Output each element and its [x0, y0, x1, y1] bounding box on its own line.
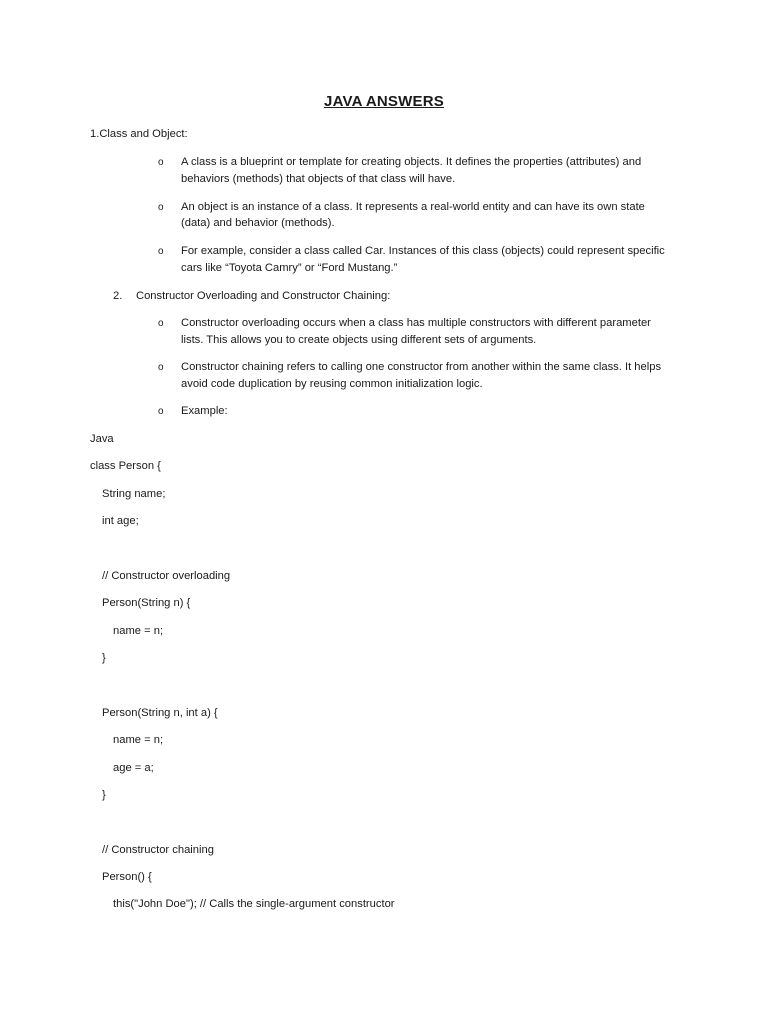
code-comment: // Constructor overloading — [102, 570, 231, 582]
code-line: Person() { — [102, 871, 152, 883]
code-line: } — [102, 789, 106, 801]
bullet-1-1-line-2: behaviors (methods) that objects of that class will have. — [181, 173, 456, 185]
code-line: int age; — [102, 515, 139, 527]
code-line: Person(String n) { — [102, 597, 191, 609]
bullet-marker-icon: o — [158, 406, 164, 417]
section-1-heading: 1.Class and Object: — [90, 128, 188, 140]
code-language-label: Java — [90, 433, 114, 445]
code-line: String name; — [102, 488, 166, 500]
bullet-marker-icon: o — [158, 157, 164, 168]
bullet-marker-icon: o — [158, 246, 164, 257]
bullet-1-3-line-2: cars like “Toyota Camry” or “Ford Mustang.” — [181, 262, 398, 274]
bullet-1-1-line-1: A class is a blueprint or template for creating objects. It defines the properties (attributes) and — [181, 156, 642, 168]
document-title: JAVA ANSWERS — [324, 93, 444, 110]
bullet-2-3-line-1: Example: — [181, 405, 228, 417]
bullet-2-1-line-1: Constructor overloading occurs when a class has multiple constructors with different parameter — [181, 317, 651, 329]
section-2-heading: Constructor Overloading and Constructor Chaining: — [136, 290, 391, 302]
bullet-marker-icon: o — [158, 202, 164, 213]
bullet-marker-icon: o — [158, 362, 164, 373]
code-line: } — [102, 652, 106, 664]
code-line: this("John Doe"); // Calls the single-argument constructor — [113, 898, 395, 910]
bullet-1-2-line-1: An object is an instance of a class. It represents a real-world entity and can have its own state — [181, 201, 645, 213]
code-line: name = n; — [113, 734, 164, 746]
code-line: name = n; — [113, 625, 164, 637]
code-line: age = a; — [113, 762, 154, 774]
section-2-number: 2. — [113, 290, 123, 302]
bullet-2-2-line-2: avoid code duplication by reusing common initialization logic. — [181, 378, 483, 390]
code-comment: // Constructor chaining — [102, 844, 214, 856]
code-line: Person(String n, int a) { — [102, 707, 218, 719]
bullet-1-3-line-1: For example, consider a class called Car. Instances of this class (objects) could represent specific — [181, 245, 665, 257]
bullet-marker-icon: o — [158, 318, 164, 329]
code-line: class Person { — [90, 460, 161, 472]
bullet-2-2-line-1: Constructor chaining refers to calling one constructor from another within the same class. It helps — [181, 361, 662, 373]
bullet-1-2-line-2: (data) and behavior (methods). — [181, 217, 335, 229]
bullet-2-1-line-2: lists. This allows you to create objects using different sets of arguments. — [181, 334, 537, 346]
